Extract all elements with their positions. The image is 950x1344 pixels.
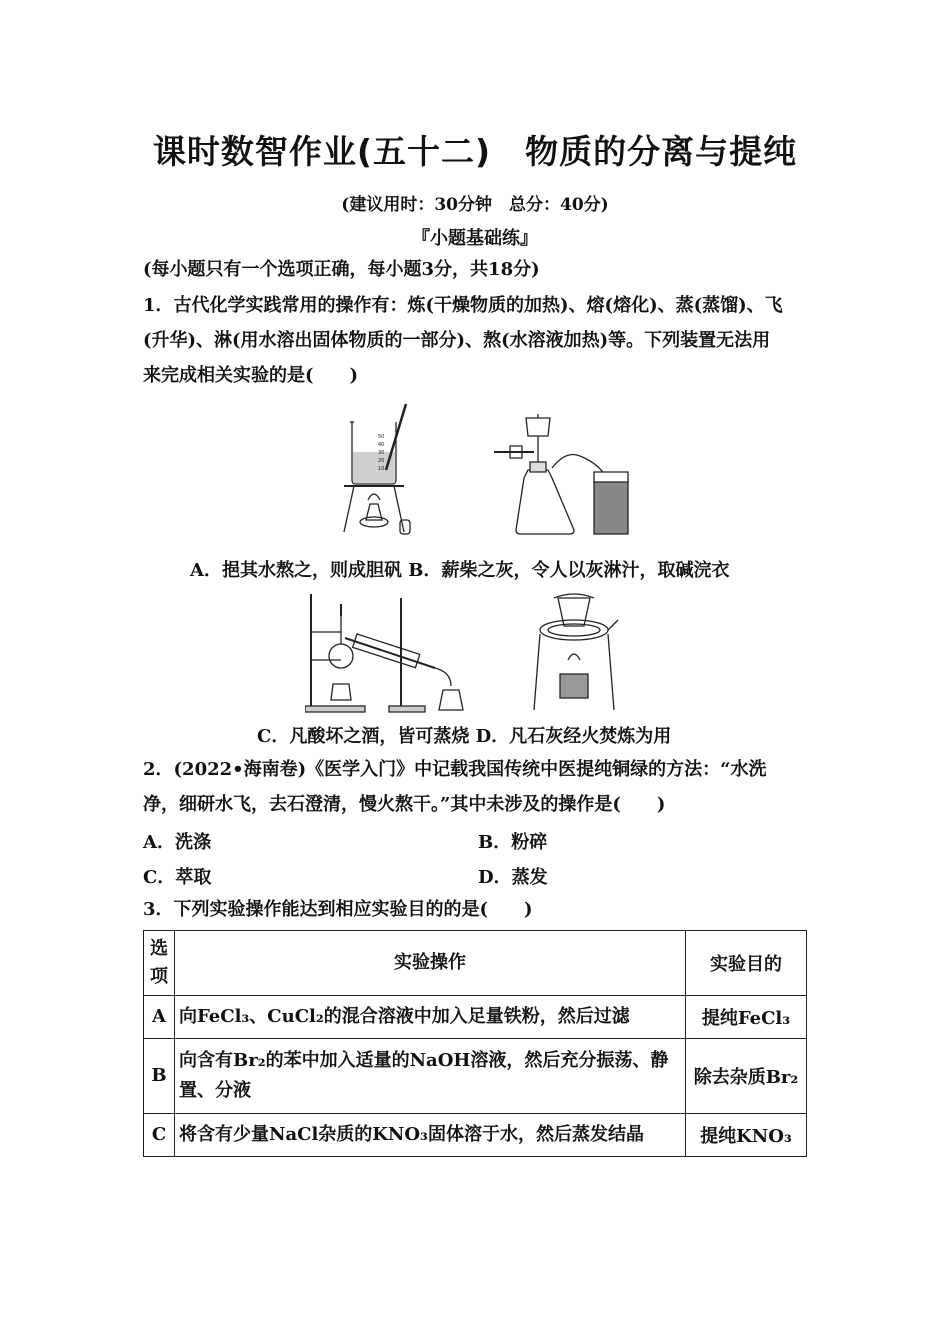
- header-operation: 实验操作: [175, 931, 686, 996]
- time-score-note: (建议用时：30分钟 总分：40分): [341, 195, 609, 215]
- table-row: [144, 1039, 807, 1114]
- header-option: 选项: [144, 931, 175, 996]
- q1-caption-ab: A．挹其水熬之，则成胆矾 B．薪柴之灰，令人以灰淋汁，取碱浣衣: [190, 560, 730, 581]
- section-heading: 『小题基础练』: [412, 228, 538, 249]
- beaker-mark-20: 20: [378, 458, 385, 464]
- q1-caption-cd: C．凡酸坏之酒，皆可蒸烧 D．凡石灰经火焚炼为用: [257, 726, 672, 747]
- q1-stem-line-2: (升华)、淋(用水溶出固体物质的一部分)、熬(水溶液加热)等。下列装置无法用: [143, 330, 771, 351]
- q1-stem-line-1: 1．古代化学实践常用的操作有：炼(干燥物质的加热)、熔(熔化)、蒸(蒸馏)、飞: [143, 295, 783, 316]
- row-goal: 提纯FeCl₃: [686, 996, 807, 1039]
- row-operation: 将含有少量NaCl杂质的KNO₃固体溶于水，然后蒸发结晶: [175, 1114, 686, 1157]
- q2-option-a: A．洗涤: [143, 832, 211, 853]
- row-key: B: [144, 1039, 175, 1114]
- q2-stem-line-2: 净，细研水飞，去石澄清，慢火熬干。”其中未涉及的操作是( ): [143, 794, 666, 815]
- q2-option-d: D．蒸发: [478, 867, 548, 888]
- row-goal: 除去杂质Br₂: [686, 1039, 807, 1114]
- table-row: [144, 1114, 807, 1157]
- apparatus-b-suction-filtration-figure: [490, 410, 630, 540]
- instructions: (每小题只有一个选项正确，每小题3分，共18分): [143, 259, 540, 280]
- row-goal: 提纯KNO₃: [686, 1114, 807, 1157]
- beaker-mark-10: 10: [378, 466, 385, 472]
- row-operation: 向含有Br₂的苯中加入适量的NaOH溶液，然后充分振荡、静置、分液: [175, 1039, 686, 1114]
- beaker-mark-40: 40: [378, 442, 385, 448]
- q2-option-c: C．萃取: [143, 867, 212, 888]
- q1-stem-line-3: 来完成相关实验的是( ): [143, 365, 359, 386]
- page-title: 课时数智作业(五十二) 物质的分离与提纯: [152, 132, 798, 171]
- q3-options-table: [143, 930, 807, 1157]
- q3-stem: 3．下列实验操作能达到相应实验目的的是( ): [143, 899, 533, 920]
- apparatus-c-distillation-figure: [305, 590, 475, 715]
- row-key: A: [144, 996, 175, 1039]
- q2-stem-line-1: 2．(2022•海南卷)《医学入门》中记载我国传统中医提纯铜绿的方法：“水洗: [143, 759, 767, 780]
- apparatus-a-evaporation-figure: [340, 402, 430, 540]
- q2-option-b: B．粉碎: [478, 832, 548, 853]
- row-operation: 向FeCl₃、CuCl₂的混合溶液中加入足量铁粉，然后过滤: [175, 996, 686, 1039]
- table-header-row: [144, 931, 807, 996]
- table-row: [144, 996, 807, 1039]
- beaker-mark-50: 50: [378, 434, 385, 440]
- row-key: C: [144, 1114, 175, 1157]
- beaker-mark-30: 30: [378, 450, 385, 456]
- apparatus-d-calcination-figure: [530, 590, 620, 715]
- header-goal: 实验目的: [686, 931, 807, 996]
